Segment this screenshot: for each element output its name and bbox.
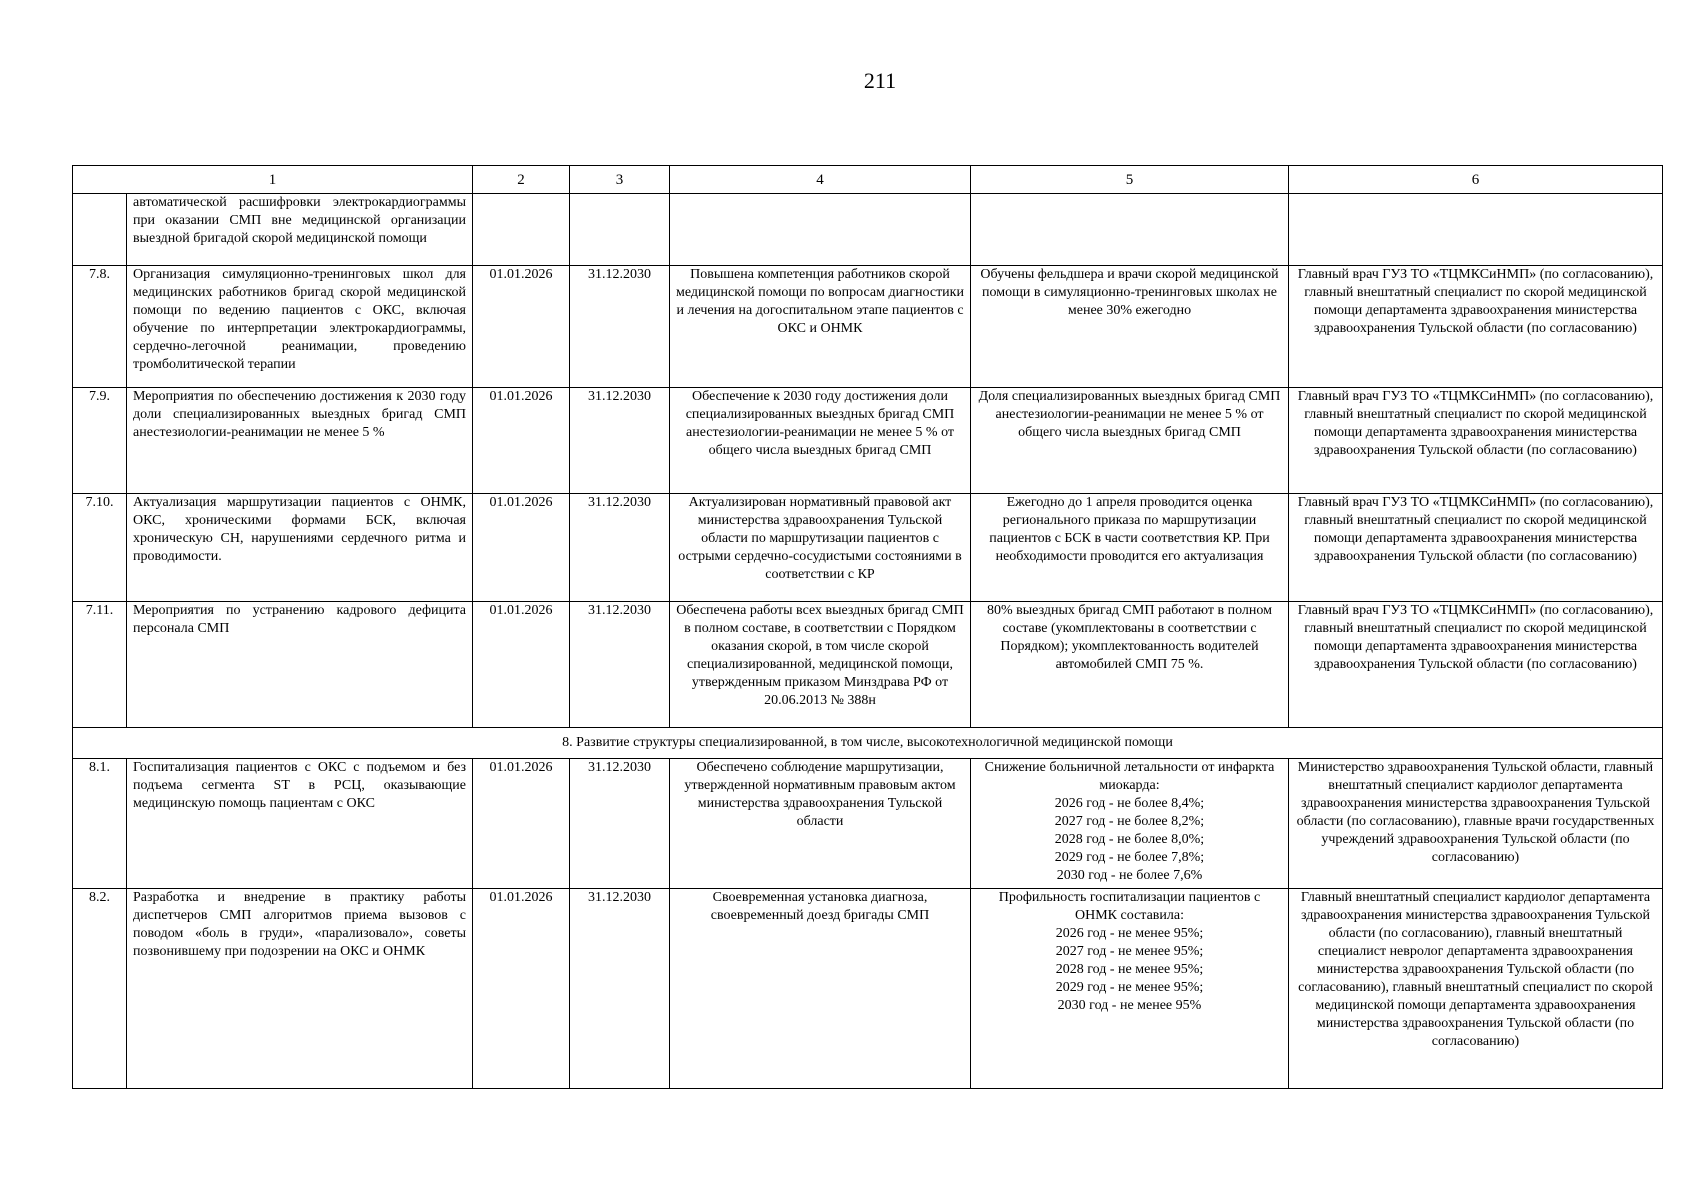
table-row bbox=[73, 494, 1663, 602]
row-number: 8.1. bbox=[73, 759, 127, 889]
row-responsible: Главный врач ГУЗ ТО «ТЦМКСиНМП» (по согласованию), главный внештатный специалист по скорой медицинской помощи департамента здравоохранения министерства здравоохранения Тульской области (по согласованию) bbox=[1289, 266, 1663, 388]
table-row bbox=[73, 602, 1663, 728]
row-start: 01.01.2026 bbox=[473, 266, 570, 388]
row-result: Своевременная установка диагноза, своевременный доезд бригады СМП bbox=[670, 889, 971, 1089]
row-responsible bbox=[1289, 194, 1663, 266]
row-start bbox=[473, 194, 570, 266]
row-result: Обеспечение к 2030 году достижения доли специализированных выездных бригад СМП анестезиологии-реанимации не менее 5 % от общего числа выездных бригад СМП bbox=[670, 388, 971, 494]
indicator-line: 2028 год - не более 8,0%; bbox=[1054, 832, 1205, 847]
row-end: 31.12.2030 bbox=[570, 388, 670, 494]
row-responsible: Министерство здравоохранения Тульской области, главный внештатный специалист кардиолог департамента здравоохранения министерства здравоохранения Тульской области (по согласованию), главные врачи государственных учреждений здравоохранения Тульской области (по согласованию) bbox=[1289, 759, 1663, 889]
row-start: 01.01.2026 bbox=[473, 889, 570, 1089]
row-name: Госпитализация пациентов с ОКС с подъемом и без подъема сегмента ST в РСЦ, оказывающие медицинскую помощь пациентам с ОКС bbox=[127, 759, 473, 889]
table-row bbox=[73, 759, 1663, 889]
row-result: Актуализирован нормативный правовой акт министерства здравоохранения Тульской области по маршрутизации пациентов с острыми сердечно-сосудистыми состояниями в соответствии с КР bbox=[670, 494, 971, 602]
row-name: Разработка и внедрение в практику работы диспетчеров СМП алгоритмов приема вызовов с поводом «боль в груди», «парализовало», советы позвонившему при подозрении на ОКС и ОНМК bbox=[127, 889, 473, 1089]
row-responsible: Главный врач ГУЗ ТО «ТЦМКСиНМП» (по согласованию), главный внештатный специалист по скорой медицинской помощи департамента здравоохранения министерства здравоохранения Тульской области (по согласованию) bbox=[1289, 494, 1663, 602]
row-name: Мероприятия по обеспечению достижения к 2030 году доли специализированных выездных бригад СМП анестезиологии-реанимации не менее 5 % bbox=[127, 388, 473, 494]
row-indicator bbox=[971, 759, 1289, 889]
row-start: 01.01.2026 bbox=[473, 494, 570, 602]
row-result: Обеспечена работы всех выездных бригад СМП в полном составе, в соответствии с Порядком оказания скорой, в том числе скорой специализированной, медицинской помощи, утвержденным приказом Минздрава РФ от 20.06.2013 № 388н bbox=[670, 602, 971, 728]
indicator-line: 2030 год - не более 7,6% bbox=[1056, 868, 1203, 883]
page-number: 211 bbox=[863, 68, 897, 93]
row-indicator: Ежегодно до 1 апреля проводится оценка регионального приказа по маршрутизации пациентов с БСК в части соответствия КР. При необходимости проводится его актуализация bbox=[971, 494, 1289, 602]
indicator-line: Профильность госпитализации пациентов с ОНМК составила: bbox=[998, 890, 1261, 923]
row-end: 31.12.2030 bbox=[570, 759, 670, 889]
header-col-1: 1 bbox=[73, 166, 473, 194]
row-result: Обеспечено соблюдение маршрутизации, утвержденной нормативным правовым актом министерства здравоохранения Тульской области bbox=[670, 759, 971, 889]
table-row bbox=[73, 388, 1663, 494]
indicator-line: 2027 год - не более 8,2%; bbox=[1054, 814, 1205, 829]
row-indicator bbox=[971, 194, 1289, 266]
header-col-3: 3 bbox=[570, 166, 670, 194]
header-col-6: 6 bbox=[1289, 166, 1663, 194]
section-title: 8. Развитие структуры специализированной, в том числе, высокотехнологичной медицинской помощи bbox=[73, 728, 1663, 759]
row-indicator: Доля специализированных выездных бригад СМП анестезиологии-реанимации не менее 5 % от общего числа выездных бригад СМП bbox=[971, 388, 1289, 494]
row-indicator: 80% выездных бригад СМП работают в полном составе (укомплектованы в соответствии с Порядком); укомплектованность водителей автомобилей СМП 75 %. bbox=[971, 602, 1289, 728]
row-start: 01.01.2026 bbox=[473, 602, 570, 728]
row-number: 7.11. bbox=[73, 602, 127, 728]
row-number: 8.2. bbox=[73, 889, 127, 1089]
row-number bbox=[73, 194, 127, 266]
row-end: 31.12.2030 bbox=[570, 266, 670, 388]
header-col-2: 2 bbox=[473, 166, 570, 194]
row-name: Мероприятия по устранению кадрового дефицита персонала СМП bbox=[127, 602, 473, 728]
indicator-line: 2029 год - не более 7,8%; bbox=[1054, 850, 1205, 865]
row-end: 31.12.2030 bbox=[570, 494, 670, 602]
table-row bbox=[73, 194, 1663, 266]
indicator-line: 2027 год - не менее 95%; bbox=[1055, 944, 1204, 959]
row-indicator: Обучены фельдшера и врачи скорой медицинской помощи в симуляционно-тренинговых школах не менее 30% ежегодно bbox=[971, 266, 1289, 388]
header-row bbox=[73, 166, 1663, 194]
row-indicator bbox=[971, 889, 1289, 1089]
plan-table bbox=[72, 165, 1663, 1089]
indicator-line: 2026 год - не более 8,4%; bbox=[1054, 796, 1205, 811]
row-name: Организация симуляционно-тренинговых школ для медицинских работников бригад скорой медицинской помощи по ведению пациентов с ОКС, включая обучение по интерпретации электрокардиограммы, сердечно-легочной реанимации, проведению тромболитической терапии bbox=[127, 266, 473, 388]
row-number: 7.8. bbox=[73, 266, 127, 388]
row-responsible: Главный врач ГУЗ ТО «ТЦМКСиНМП» (по согласованию), главный внештатный специалист по скорой медицинской помощи департамента здравоохранения министерства здравоохранения Тульской области (по согласованию) bbox=[1289, 602, 1663, 728]
row-end: 31.12.2030 bbox=[570, 602, 670, 728]
header-col-4: 4 bbox=[670, 166, 971, 194]
row-responsible: Главный внештатный специалист кардиолог департамента здравоохранения министерства здравоохранения Тульской области (по согласованию), главный внештатный специалист невролог департамента здравоохранения министерства здравоохранения Тульской области (по согласованию), главный внештатный специалист по скорой медицинской помощи департамента здравоохранения министерства здравоохранения Тульской области (по согласованию) bbox=[1289, 889, 1663, 1089]
table-row bbox=[73, 889, 1663, 1089]
indicator-line: 2030 год - не менее 95% bbox=[1057, 998, 1202, 1013]
section-row bbox=[73, 728, 1663, 759]
row-result bbox=[670, 194, 971, 266]
row-start: 01.01.2026 bbox=[473, 759, 570, 889]
row-name: автоматической расшифровки электрокардиограммы при оказании СМП вне медицинской организации выездной бригадой скорой медицинской помощи bbox=[127, 194, 473, 266]
table-row bbox=[73, 266, 1663, 388]
row-name: Актуализация маршрутизации пациентов с ОНМК, ОКС, хроническими формами БСК, включая хроническую СН, нарушениями сердечного ритма и проводимости. bbox=[127, 494, 473, 602]
header-col-5: 5 bbox=[971, 166, 1289, 194]
row-result: Повышена компетенция работников скорой медицинской помощи по вопросам диагностики и лечения на догоспитальном этапе пациентов с ОКС и ОНМК bbox=[670, 266, 971, 388]
indicator-line: 2029 год - не менее 95%; bbox=[1055, 980, 1204, 995]
row-responsible: Главный врач ГУЗ ТО «ТЦМКСиНМП» (по согласованию), главный внештатный специалист по скорой медицинской помощи департамента здравоохранения министерства здравоохранения Тульской области (по согласованию) bbox=[1289, 388, 1663, 494]
row-end: 31.12.2030 bbox=[570, 889, 670, 1089]
row-number: 7.10. bbox=[73, 494, 127, 602]
row-number: 7.9. bbox=[73, 388, 127, 494]
indicator-line: 2028 год - не менее 95%; bbox=[1055, 962, 1204, 977]
indicator-line: Снижение больничной летальности от инфаркта миокарда: bbox=[984, 760, 1275, 793]
indicator-line: 2026 год - не менее 95%; bbox=[1055, 926, 1204, 941]
row-end bbox=[570, 194, 670, 266]
row-start: 01.01.2026 bbox=[473, 388, 570, 494]
